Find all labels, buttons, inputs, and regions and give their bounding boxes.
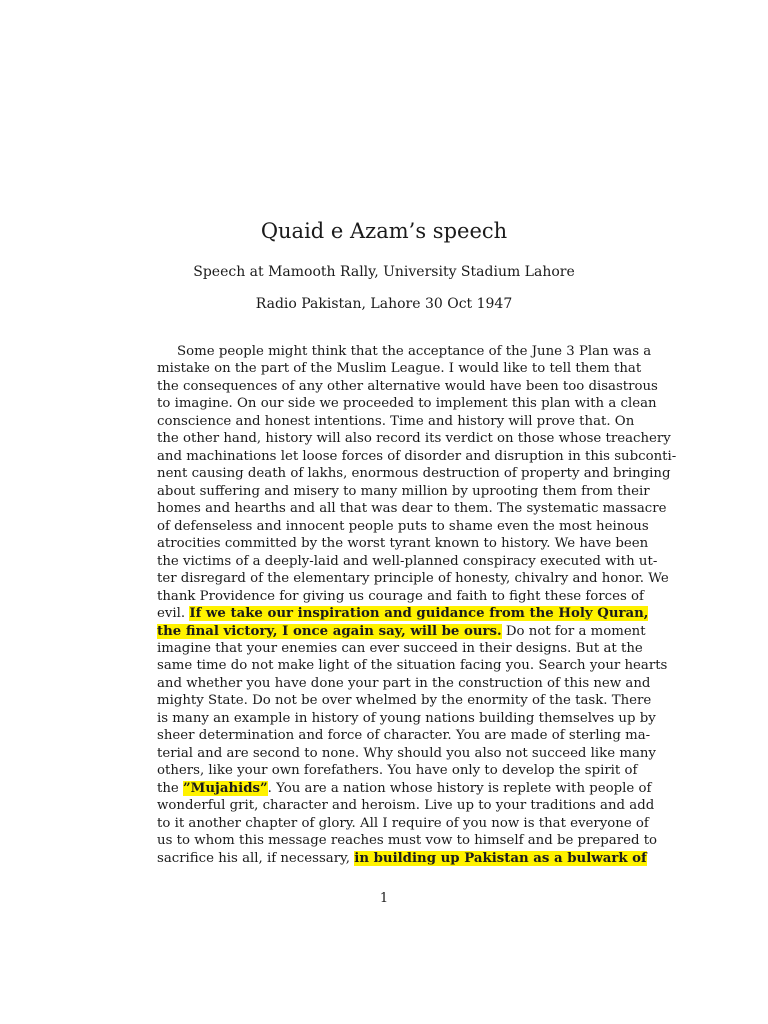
text-segment: thank Providence for giving us courage and faith to fight these forces of [157,588,644,604]
text-line [157,553,658,570]
text-line [157,605,649,622]
highlighted-text: in building up Pakistan as a bulwark of [354,850,647,866]
text-line [157,430,671,447]
text-segment: wonderful grit, character and heroism. Live up to your traditions and add [157,798,655,814]
text-segment: the [157,780,184,796]
text-segment: sacrifice his all, if necessary, [157,850,355,866]
highlighted-text: ”Mujahids” [183,780,268,796]
text-segment: and machinations let loose forces of disorder and disruption in this subconti- [157,448,677,464]
text-line [157,500,667,517]
text-line [157,692,652,709]
text-segment: others, like your own forefathers. You have only to develop the spirit of [157,763,638,779]
text-line [157,343,652,360]
text-segment: . You are a nation whose history is replete with people of [267,780,652,796]
text-line [157,727,651,744]
text-segment: conscience and honest intentions. Time and history will prove that. On [157,413,635,429]
text-line [157,378,658,395]
text-segment: ter disregard of the elementary principle of honesty, chivalry and honor. We [157,571,669,587]
text-segment: same time do not make light of the situation facing you. Search your hearts [157,658,668,674]
text-segment: imagine that your enemies can ever succeed in their designs. But at the [157,640,643,656]
text-line [157,657,668,674]
text-segment: sheer determination and force of character. You are made of sterling ma- [157,728,651,744]
text-line [157,413,635,430]
text-segment: about suffering and misery to many million by uprooting them from their [157,483,650,499]
text-line [157,465,671,482]
text-segment: the victims of a deeply-laid and well-planned conspiracy executed with ut- [157,553,658,569]
text-line [157,710,656,727]
document-subtitle: Speech at Mamooth Rally, University Stadium Lahore [193,264,575,280]
text-line [157,483,650,500]
text-line [157,395,657,412]
text-segment: is many an example in history of young nations building themselves up by [157,710,656,726]
text-segment: terial and are second to none. Why should you also not succeed like many [157,745,656,761]
text-line [157,815,649,832]
text-line [157,570,669,587]
speech-paragraph [157,343,677,867]
document-source-date: Radio Pakistan, Lahore 30 Oct 1947 [255,296,513,312]
highlighted-text: the final victory, I once again say, will be ours. [157,623,502,639]
text-line [157,762,638,779]
text-segment: atrocities committed by the worst tyrant known to history. We have been [157,536,649,552]
text-line [157,640,643,657]
text-line [157,518,649,535]
text-segment: the consequences of any other alternative would have been too disastrous [157,378,658,394]
text-segment: mistake on the part of the Muslim League. I would like to tell them that [157,361,642,377]
text-segment: mighty State. Do not be over whelmed by the enormity of the task. There [157,693,652,709]
page-number: 1 [379,891,389,906]
highlighted-text: If we take our inspiration and guidance from the Holy Quran, [189,606,649,622]
text-segment: evil. [157,606,190,622]
text-segment: nent causing death of lakhs, enormous destruction of property and bringing [157,466,671,482]
text-segment: to imagine. On our side we proceeded to implement this plan with a clean [157,396,657,412]
text-segment: the other hand, history will also record its verdict on those whose treachery [157,431,671,447]
text-segment: homes and hearths and all that was dear to them. The systematic massacre [157,501,667,517]
document-title: Quaid e Azam’s speech [260,219,508,243]
text-segment: and whether you have done your part in the construction of this new and [157,675,651,691]
text-line [157,797,655,814]
text-line [157,535,649,552]
text-line [157,745,656,762]
text-line [157,780,652,797]
text-line [157,448,677,465]
text-line [157,360,642,377]
text-line [157,850,647,867]
text-segment: Some people might think that the acceptance of the June 3 Plan was a [177,344,652,359]
text-line [157,588,644,605]
text-segment: Do not for a moment [501,623,646,639]
text-line [157,675,651,692]
text-segment: to it another chapter of glory. All I require of you now is that everyone of [157,815,649,831]
text-line [157,623,646,640]
text-segment: of defenseless and innocent people puts to shame even the most heinous [157,518,649,534]
text-segment: us to whom this message reaches must vow to himself and be prepared to [157,833,658,849]
text-line [157,832,658,849]
